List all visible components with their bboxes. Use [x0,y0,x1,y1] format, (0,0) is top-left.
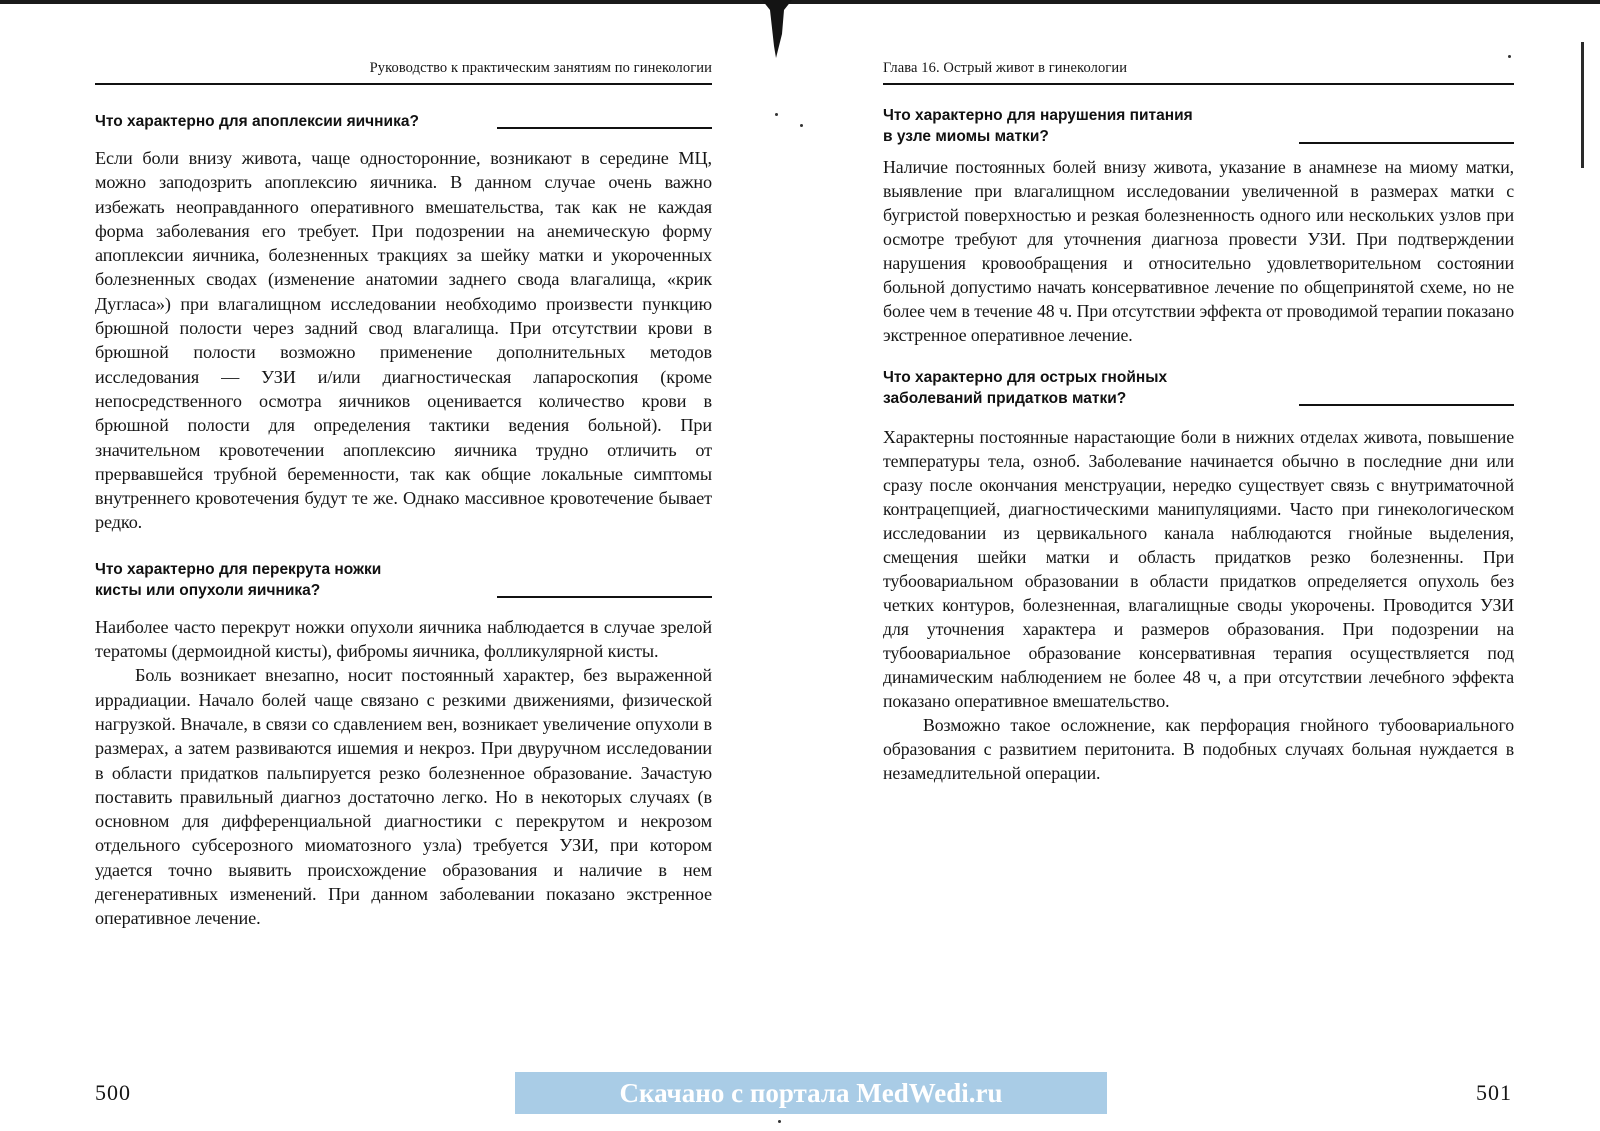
paragraph: Боль возникает внезапно, носит постоянный характер, без выраженной иррадиации. Начало болей чаще связано с резкими движениями, физической нагрузкой. Вначале, в связи со сдавлением вен, возникает увеличение опухоли в размерах, а затем развиваются ишемия и некроз. При двуручном исследовании в области придатков пальпируется резко болезненное образование. Зачастую поставить правильный диагноз достаточно легко. Но в некоторых случаях (в основном для дифференциальной диагностики с перекрутом и некрозом отдельного субсерозного миоматозного узла) требуется УЗИ, при котором удается точно выявить происхождение образования и наличие в нем дегенеративных изменений. При данном заболевании показано экстренное оперативное лечение. [95,665,712,929]
scan-speck [1508,55,1511,58]
paragraph: Наличие постоянных болей внизу живота, указание в анамнезе на миому матки, выявление при влагалищном исследовании увеличенной в размерах матки с бугристой поверхностью и резкая болезненность одного или нескольких узлов при осмотре требуют для уточнения диагноза провести УЗИ. При подтверждении нарушения кровообращения и относительно удовлетворительном состоянии больной допустимо начать консервативное лечение по общепринятой схеме, но не более чем в течение 48 ч. При отсутствии эффекта от проводимой терапии показано экстренное оперативное лечение. [883,157,1514,345]
section-heading [883,367,1514,409]
paragraph: Наиболее часто перекрут ножки опухоли яичника наблюдается в случае зрелой тератомы (дермоидной кисты), фибромы яичника, фолликулярной кисты. [95,616,712,662]
page-number-right: 501 [1476,1080,1512,1105]
scan-top-edge [0,0,1600,4]
left-page [95,60,712,931]
scan-speck [778,1120,781,1123]
running-head: Глава 16. Острый живот в гинекологии [883,60,1514,85]
page-number-left: 500 [95,1080,131,1105]
download-watermark: Скачано с портала MedWedi.ru [515,1072,1107,1114]
section-heading [95,111,712,132]
scan-speck [800,124,803,127]
heading-rule [1299,404,1514,406]
paragraph: Характерны постоянные нарастающие боли в нижних отделах живота, повышение температуры тела, озноб. Заболевание начинается обычно в последние дни или сразу после окончания менструации, нередко существует связь с внутриматочной контрацепцией, диагностическими манипуляциями. Часто при гинекологическом исследовании из цервикального канала наблюдаются гнойные выделения, смещения шейки матки и область придатков резко болезненны. При тубоовариальном образовании в области придатков определяется опухоль без четких контуров, болезненная, влагалищные своды укорочены. Проводится УЗИ для уточнения характера и размеров образования. При подозрении на тубоовариальное образование консервативная терапия осуществляется под динамическим наблюдением не более 48 ч, а при отсутствии лечебного эффекта показано оперативное вмешательство. [883,427,1514,711]
heading-rule [497,127,712,129]
question-heading: Что характерно для нарушения питания в узле миомы матки? [883,107,1193,145]
right-page [883,60,1514,785]
section-body [883,155,1514,347]
section-heading [95,559,712,601]
paragraph: Если боли внизу живота, чаще односторонние, возникают в середине МЦ, можно заподозрить апоплексию яичника. В данном случае очень важно избежать неоправданного оперативного вмешательства, так как не каждая форма заболевания его требует. При подозрении на анемическую форму апоплексии яичника, болезненных тракциях за шейку матки и укороченных болезненных сводах (изменение анатомии заднего свода влагалища, «крик Дугласа») при влагалищном исследовании необходимо произвести пункцию брюшной полости через задний свод влагалища. При отсутствии крови в брюшной полости возможно применение дополнительных методов исследования — УЗИ и/или диагностическая лапароскопия (кроме непосредственного осмотра яичников оценивается количество крови в брюшной полости для определения тактики ведения больной). При значительном кровотечении апоплексию яичника трудно отличить от прервавшейся трубной беременности, так как общие локальные симптомы внутреннего кровотечения будут те же. Однако массивное кровотечение бывает редко. [95,148,712,533]
question-heading: Что характерно для перекрута ножки кисты или опухоли яичника? [95,560,382,599]
running-head: Руководство к практическим занятиям по гинекологии [95,60,712,85]
question-heading: Что характерно для апоплексии яичника? [95,113,419,130]
heading-rule [497,596,712,598]
page-edge-line [1581,42,1584,168]
scan-speck [775,113,778,116]
section-heading [883,105,1514,147]
paragraph: Возможно такое осложнение, как перфорация гнойного тубоовариального образования с развитием перитонита. В подобных случаях больная нуждается в незамедлительной операции. [883,715,1514,783]
section-body [95,146,712,535]
section-body [883,425,1514,785]
section-body [95,615,712,931]
heading-rule [1299,142,1514,144]
question-heading: Что характерно для острых гнойных заболеваний придатков матки? [883,369,1168,407]
binding-shadow-mark [762,0,792,62]
